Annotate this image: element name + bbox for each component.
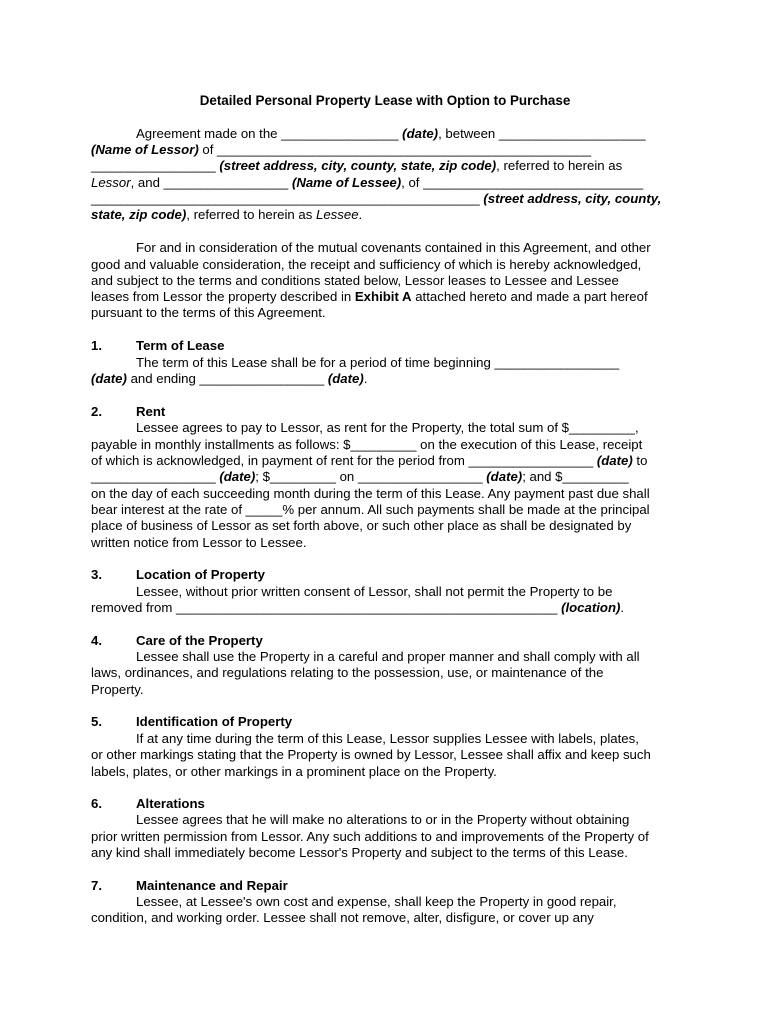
section-heading: Identification of Property bbox=[136, 714, 293, 729]
text: of ___________________________________________________ bbox=[198, 142, 592, 157]
paragraph-line: Lessee, at Lessee's own cost and expense, shall keep the Property in good repair, bbox=[136, 894, 617, 909]
paragraph-line: on the day of each succeeding month during the term of this Lease. Any payment past due shall bbox=[91, 486, 650, 501]
paragraph-line: Lessee agrees that he will make no alterations to or in the Property without obtaining bbox=[136, 812, 630, 827]
lessee-term: Lessee bbox=[316, 207, 359, 222]
section-number: 3. bbox=[91, 567, 102, 582]
paragraph-line: Property. bbox=[91, 682, 144, 697]
intro-line bbox=[91, 191, 661, 207]
paragraph-line: written notice from Lessor to Lessee. bbox=[91, 535, 307, 550]
lessor-term: Lessor bbox=[91, 175, 131, 190]
text: , referred to herein as bbox=[496, 158, 623, 173]
text: and ending _________________ bbox=[126, 371, 328, 386]
paragraph-line: prior written permission from Lessor. Any such additions to and improvements of the Property of bbox=[91, 829, 649, 844]
paragraph-line: payable in monthly installments as follows: $_________ on the execution of this Lease, receipt bbox=[91, 437, 643, 452]
date-label: (date) bbox=[486, 469, 523, 484]
paragraph-line: any kind shall immediately become Lessor's Property and subject to the terms of this Lease. bbox=[91, 845, 628, 860]
document-title: Detailed Personal Property Lease with Option to Purchase bbox=[199, 93, 571, 108]
text: Agreement made on the ________________ bbox=[136, 126, 403, 141]
paragraph-line: pursuant to the terms of this Agreement. bbox=[91, 305, 326, 320]
address-label: (street address, city, county, bbox=[483, 191, 662, 206]
text: , referred to herein as bbox=[186, 207, 317, 222]
date-label: (date) bbox=[91, 371, 127, 386]
date-label: (date) bbox=[219, 469, 256, 484]
date-label: (date) bbox=[327, 371, 364, 386]
paragraph-line: laws, ordinances, and regulations relating to the possession, use, or maintenance of the bbox=[91, 665, 604, 680]
section-heading: Term of Lease bbox=[136, 338, 225, 353]
intro-line bbox=[91, 207, 362, 223]
date-label: (date) bbox=[402, 126, 439, 141]
intro-line bbox=[91, 158, 622, 174]
paragraph-line: If at any time during the term of this Lease, Lessor supplies Lessee with labels, plates, bbox=[136, 731, 639, 746]
lessor-name-label: (Name of Lessor) bbox=[91, 142, 199, 157]
section-heading: Maintenance and Repair bbox=[136, 878, 288, 893]
section-number: 1. bbox=[91, 338, 102, 353]
section-number: 6. bbox=[91, 796, 102, 811]
text: to bbox=[632, 453, 648, 468]
text: _____________________________________________________ bbox=[91, 191, 484, 206]
text: ; and $_________ bbox=[522, 469, 629, 484]
section-number: 7. bbox=[91, 878, 102, 893]
text: _________________ bbox=[91, 158, 220, 173]
section-heading: Rent bbox=[136, 404, 166, 419]
section-number: 4. bbox=[91, 633, 102, 648]
paragraph-line: or other markings stating that the Property is owned by Lessor, Lessee shall affix and keep such bbox=[91, 747, 651, 762]
address-label: state, zip code) bbox=[91, 207, 187, 222]
paragraph-line: place of business of Lessor as set forth above, or such other place as shall be designated by bbox=[91, 518, 632, 533]
date-label: (date) bbox=[596, 453, 633, 468]
intro-line bbox=[136, 126, 646, 142]
text: attached hereto and made a part hereof bbox=[411, 289, 648, 304]
paragraph-line: Lessee, without prior written consent of Lessor, shall not permit the Property to be bbox=[136, 584, 613, 599]
location-label: (location) bbox=[561, 600, 621, 615]
section-heading: Alterations bbox=[136, 796, 205, 811]
paragraph-line: Lessee agrees to pay to Lessor, as rent for the Property, the total sum of $_________, bbox=[136, 420, 639, 435]
paragraph-line: For and in consideration of the mutual covenants contained in this Agreement, and other bbox=[136, 240, 651, 255]
paragraph-line: and subject to the terms and conditions stated below, Lessor leases to Lessee and Lessee bbox=[91, 273, 619, 288]
text: , and _________________ bbox=[130, 175, 292, 190]
address-label: (street address, city, county, state, zip code) bbox=[219, 158, 497, 173]
text: _________________ bbox=[91, 469, 220, 484]
text: , of ______________________________ bbox=[401, 175, 644, 190]
text: of which is acknowledged, in payment of rent for the period from _________________ bbox=[91, 453, 597, 468]
text: , between ____________________ bbox=[438, 126, 646, 141]
text: . bbox=[620, 600, 625, 615]
intro-line bbox=[91, 142, 591, 158]
section-number: 5. bbox=[91, 714, 102, 729]
paragraph-line bbox=[91, 289, 648, 305]
paragraph-line bbox=[91, 600, 624, 616]
text: . bbox=[358, 207, 363, 222]
paragraph-line: good and valuable consideration, the receipt and sufficiency of which is hereby acknowledged, bbox=[91, 257, 642, 272]
exhibit-reference: Exhibit A bbox=[354, 289, 412, 304]
intro-line bbox=[91, 175, 643, 191]
paragraph-line: bear interest at the rate of _____% per annum. All such payments shall be made at the principal bbox=[91, 502, 650, 517]
paragraph-line bbox=[91, 469, 629, 485]
lessee-name-label: (Name of Lessee) bbox=[291, 175, 402, 190]
section-number: 2. bbox=[91, 404, 102, 419]
text: leases from Lessor the property described in bbox=[91, 289, 355, 304]
text: . bbox=[363, 371, 368, 386]
paragraph-line: Lessee shall use the Property in a careful and proper manner and shall comply with all bbox=[136, 649, 640, 664]
section-heading: Care of the Property bbox=[136, 633, 263, 648]
paragraph-line: The term of this Lease shall be for a period of time beginning _________________ bbox=[136, 355, 620, 370]
paragraph-line bbox=[91, 371, 367, 387]
paragraph-line: labels, plates, or other markings in a prominent place on the Property. bbox=[91, 764, 497, 779]
text: removed from ____________________________________________________ bbox=[91, 600, 562, 615]
paragraph-line bbox=[91, 453, 647, 469]
text: ; $_________ on _________________ bbox=[255, 469, 487, 484]
section-heading: Location of Property bbox=[136, 567, 265, 582]
paragraph-line: condition, and working order. Lessee shall not remove, alter, disfigure, or cover up any bbox=[91, 910, 594, 925]
